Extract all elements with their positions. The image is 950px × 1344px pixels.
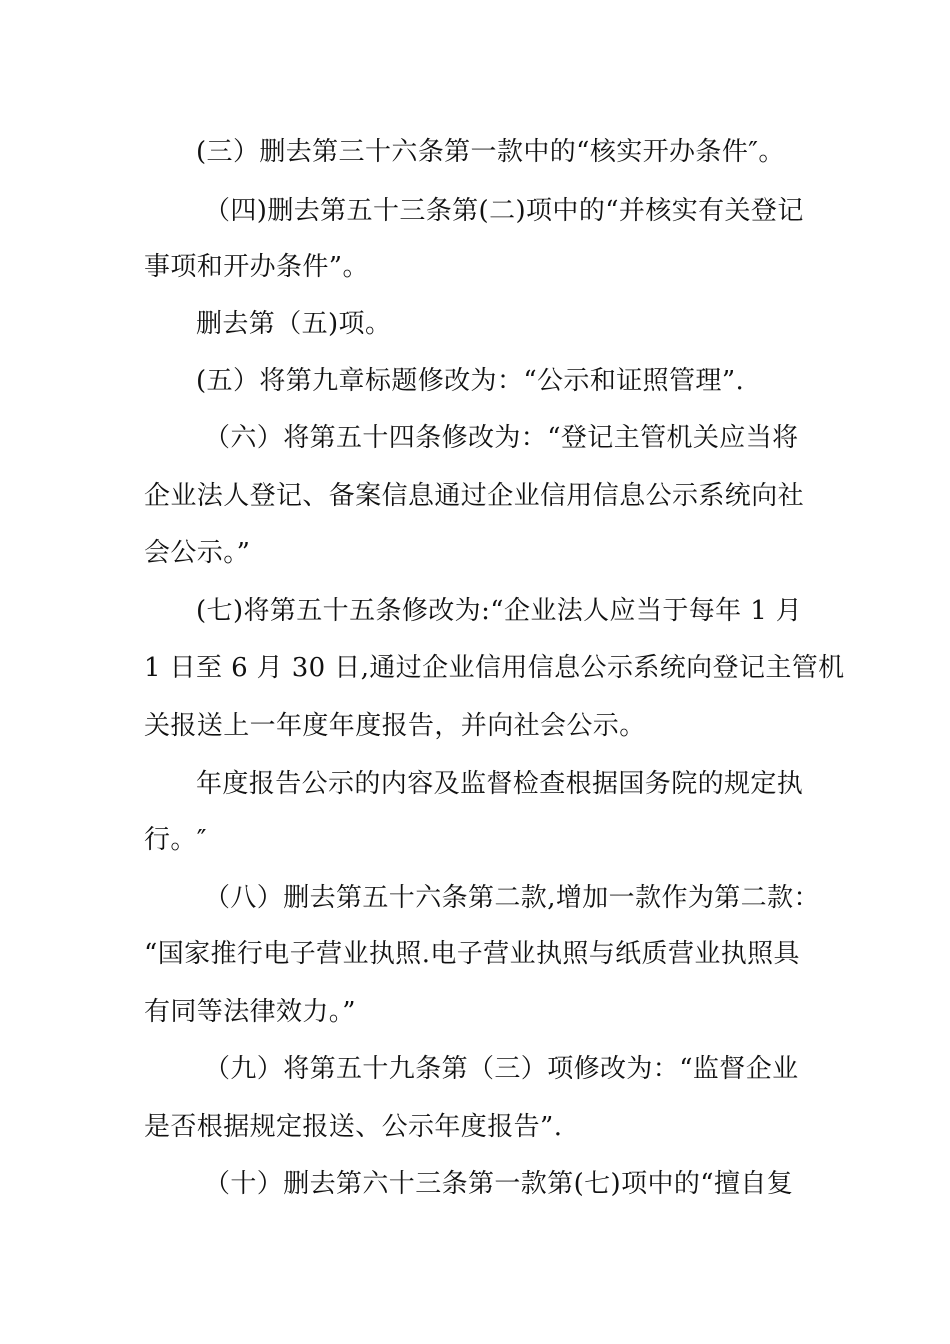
paragraph-8-line-3: 有同等法律效力。” [144,997,356,1027]
paragraph-8-line-1: （八）删去第五十六条第二款,增加一款作为第二款： [204,883,820,913]
paragraph-annual-report-line-1: 年度报告公示的内容及监督检查根据国务院的规定执 [196,769,804,799]
paragraph-annual-report-line-2: 行。″ [144,825,207,855]
paragraph-8-line-2: “国家推行电子营业执照.电子营业执照与纸质营业执照具 [144,939,800,969]
paragraph-delete-item-5: 删去第（五)项。 [196,309,392,339]
paragraph-7-line-1: (七)将第五十五条修改为:“企业法人应当于每年 1 月 [196,596,803,626]
paragraph-5-line-1: (五）将第九章标题修改为：“公示和证照管理”. [196,366,745,396]
paragraph-3-line-1: (三）删去第三十六条第一款中的“核实开办条件″。 [196,137,785,167]
paragraph-7-line-2: 1 日至 6 月 30 日,通过企业信用信息公示系统向登记主管机 [144,653,845,683]
paragraph-6-line-1: （六）将第五十四条修改为：“登记主管机关应当将 [204,423,799,453]
paragraph-10-line-1: （十）删去第六十三条第一款第(七)项中的“擅自复 [204,1169,794,1199]
paragraph-9-line-1: （九）将第五十九条第（三）项修改为：“监督企业 [204,1054,799,1084]
paragraph-6-line-2: 企业法人登记、备案信息通过企业信用信息公示系统向社 [144,481,805,511]
paragraph-4-line-2: 事项和开办条件”。 [144,252,369,282]
paragraph-7-line-3: 关报送上一年度年度报告，并向社会公示。 [144,711,646,741]
paragraph-4-line-1: （四)删去第五十三条第(二)项中的“并核实有关登记 [204,196,804,226]
paragraph-9-line-2: 是否根据规定报送、公示年度报告”. [144,1112,563,1142]
paragraph-6-line-3: 会公示。” [144,538,251,568]
